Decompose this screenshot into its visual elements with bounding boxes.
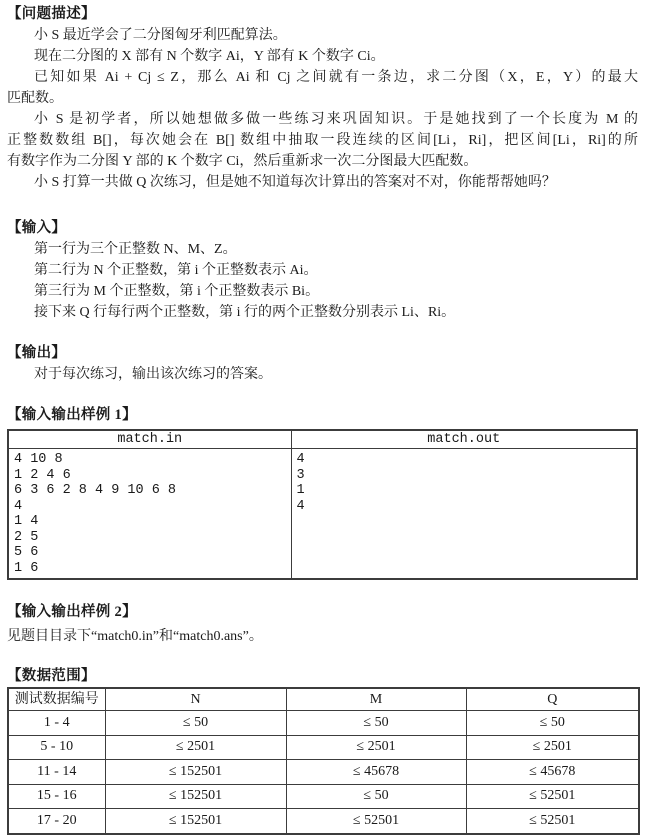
section-problem <box>7 4 638 193</box>
problem-text-line: 有数字作为二分图 Y 部的 K 个数字 Ci，然后重新求一次二分图最大匹配数。 <box>7 154 478 169</box>
sample-out-header: match.out <box>291 430 637 449</box>
range-cell-testno: 1 - 4 <box>8 711 105 736</box>
range-cell-q: ≤ 45678 <box>466 760 639 785</box>
sample-io-table <box>7 429 638 580</box>
problem-text-line: 已知如果 Ai + Cj ≤ Z，那么 Ai 和 Cj 之间就有一条边，求二分图（X，E，Y）的最大 <box>34 70 638 85</box>
input-text-line: 第三行为 M 个正整数，第 i 个正整数表示 Bi。 <box>34 284 320 299</box>
sample-input-line: 6 3 6 2 8 4 9 10 6 8 <box>14 483 177 498</box>
sample-output-line: 4 <box>296 498 305 514</box>
range-row <box>8 809 639 834</box>
range-title: 【数据范围】 <box>7 668 96 684</box>
range-cell-n: ≤ 152501 <box>105 809 286 834</box>
range-row <box>8 735 639 760</box>
input-text-line: 接下来 Q 行每行两个正整数，第 i 行的两个正整数分别表示 Li、Ri。 <box>34 305 456 320</box>
range-cell-n: ≤ 152501 <box>105 784 286 809</box>
range-cell-m: ≤ 50 <box>286 711 466 736</box>
problem-title: 【问题描述】 <box>7 6 96 22</box>
input-paragraphs <box>7 239 638 323</box>
range-cell-testno: 17 - 20 <box>8 809 105 834</box>
output-text-line: 对于每次练习，输出该次练习的答案。 <box>34 367 272 382</box>
range-header-q: Q <box>466 688 639 711</box>
range-cell-n: ≤ 152501 <box>105 760 286 785</box>
sample-input-line: 1 4 <box>14 514 39 529</box>
sample-io-body-row <box>8 449 637 580</box>
range-cell-q: ≤ 52501 <box>466 809 639 834</box>
problem-text-line: 小 S 打算一共做 Q 次练习，但是她不知道每次计算出的答案对不对，你能帮帮她吗？ <box>34 175 556 190</box>
section-range <box>7 666 638 835</box>
range-cell-n: ≤ 50 <box>105 711 286 736</box>
range-cell-n: ≤ 2501 <box>105 735 286 760</box>
data-range-table <box>7 687 640 835</box>
sample-input-line: 4 <box>14 498 23 514</box>
sample-io-header-row <box>8 430 637 449</box>
range-header-testno: 测试数据编号 <box>8 688 105 711</box>
sample-input-line: 5 6 <box>14 545 39 560</box>
sample-output-cell <box>291 449 637 580</box>
range-cell-testno: 15 - 16 <box>8 784 105 809</box>
problem-text-line: 正整数数组 B[]，每次她会在 B[] 数组中抽取一段连续的区间[Li，Ri]，把区间[Li，Ri]的所 <box>7 133 638 148</box>
range-cell-m: ≤ 52501 <box>286 809 466 834</box>
sample-input-line: 1 2 4 6 <box>14 467 71 483</box>
range-cell-q: ≤ 50 <box>466 711 639 736</box>
sample-output-lines <box>297 452 637 514</box>
section-sample1 <box>7 405 638 580</box>
range-cell-m: ≤ 2501 <box>286 735 466 760</box>
sample2-text: 见题目目录下“match0.in”和“match0.ans”。 <box>7 629 263 644</box>
sample-in-header: match.in <box>8 430 291 449</box>
section-output <box>7 343 638 385</box>
range-cell-q: ≤ 52501 <box>466 784 639 809</box>
range-row <box>8 784 639 809</box>
range-row <box>8 711 639 736</box>
output-title: 【输出】 <box>7 345 67 361</box>
range-cell-q: ≤ 2501 <box>466 735 639 760</box>
sample2-title: 【输入输出样例 2】 <box>7 604 137 620</box>
sample-output-line: 1 <box>296 483 305 498</box>
range-cell-testno: 5 - 10 <box>8 735 105 760</box>
problem-text-line: 匹配数。 <box>7 91 63 106</box>
input-text-line: 第一行为三个正整数 N、M、Z。 <box>34 242 237 257</box>
range-header-n: N <box>105 688 286 711</box>
sample-output-line: 4 <box>296 452 305 467</box>
problem-text-line: 现在二分图的 X 部有 N 个数字 Ai，Y 部有 K 个数字 Ci。 <box>34 49 385 64</box>
range-cell-m: ≤ 50 <box>286 784 466 809</box>
section-sample2 <box>7 602 638 647</box>
range-header-m: M <box>286 688 466 711</box>
sample1-title: 【输入输出样例 1】 <box>7 407 137 423</box>
output-paragraphs <box>7 364 638 385</box>
range-cell-m: ≤ 45678 <box>286 760 466 785</box>
problem-text-line: 小 S 最近学会了二分图匈牙利匹配算法。 <box>34 28 287 43</box>
range-cell-testno: 11 - 14 <box>8 760 105 785</box>
sample-input-line: 2 5 <box>14 529 39 545</box>
problem-text-line: 小 S 是初学者，所以她想做多做一些练习来巩固知识。于是她找到了一个长度为 M 的 <box>34 112 638 127</box>
problem-paragraphs <box>7 25 638 193</box>
sample-input-cell <box>8 449 291 580</box>
input-title: 【输入】 <box>7 220 67 236</box>
sample-input-line: 4 10 8 <box>14 452 63 467</box>
sample-input-lines <box>14 452 291 576</box>
sample-output-line: 3 <box>296 467 305 483</box>
input-text-line: 第二行为 N 个正整数，第 i 个正整数表示 Ai。 <box>34 263 318 278</box>
section-input <box>7 218 638 323</box>
range-rows <box>8 711 639 834</box>
range-header-row <box>8 688 639 711</box>
range-row <box>8 760 639 785</box>
sample-input-line: 1 6 <box>14 560 39 576</box>
